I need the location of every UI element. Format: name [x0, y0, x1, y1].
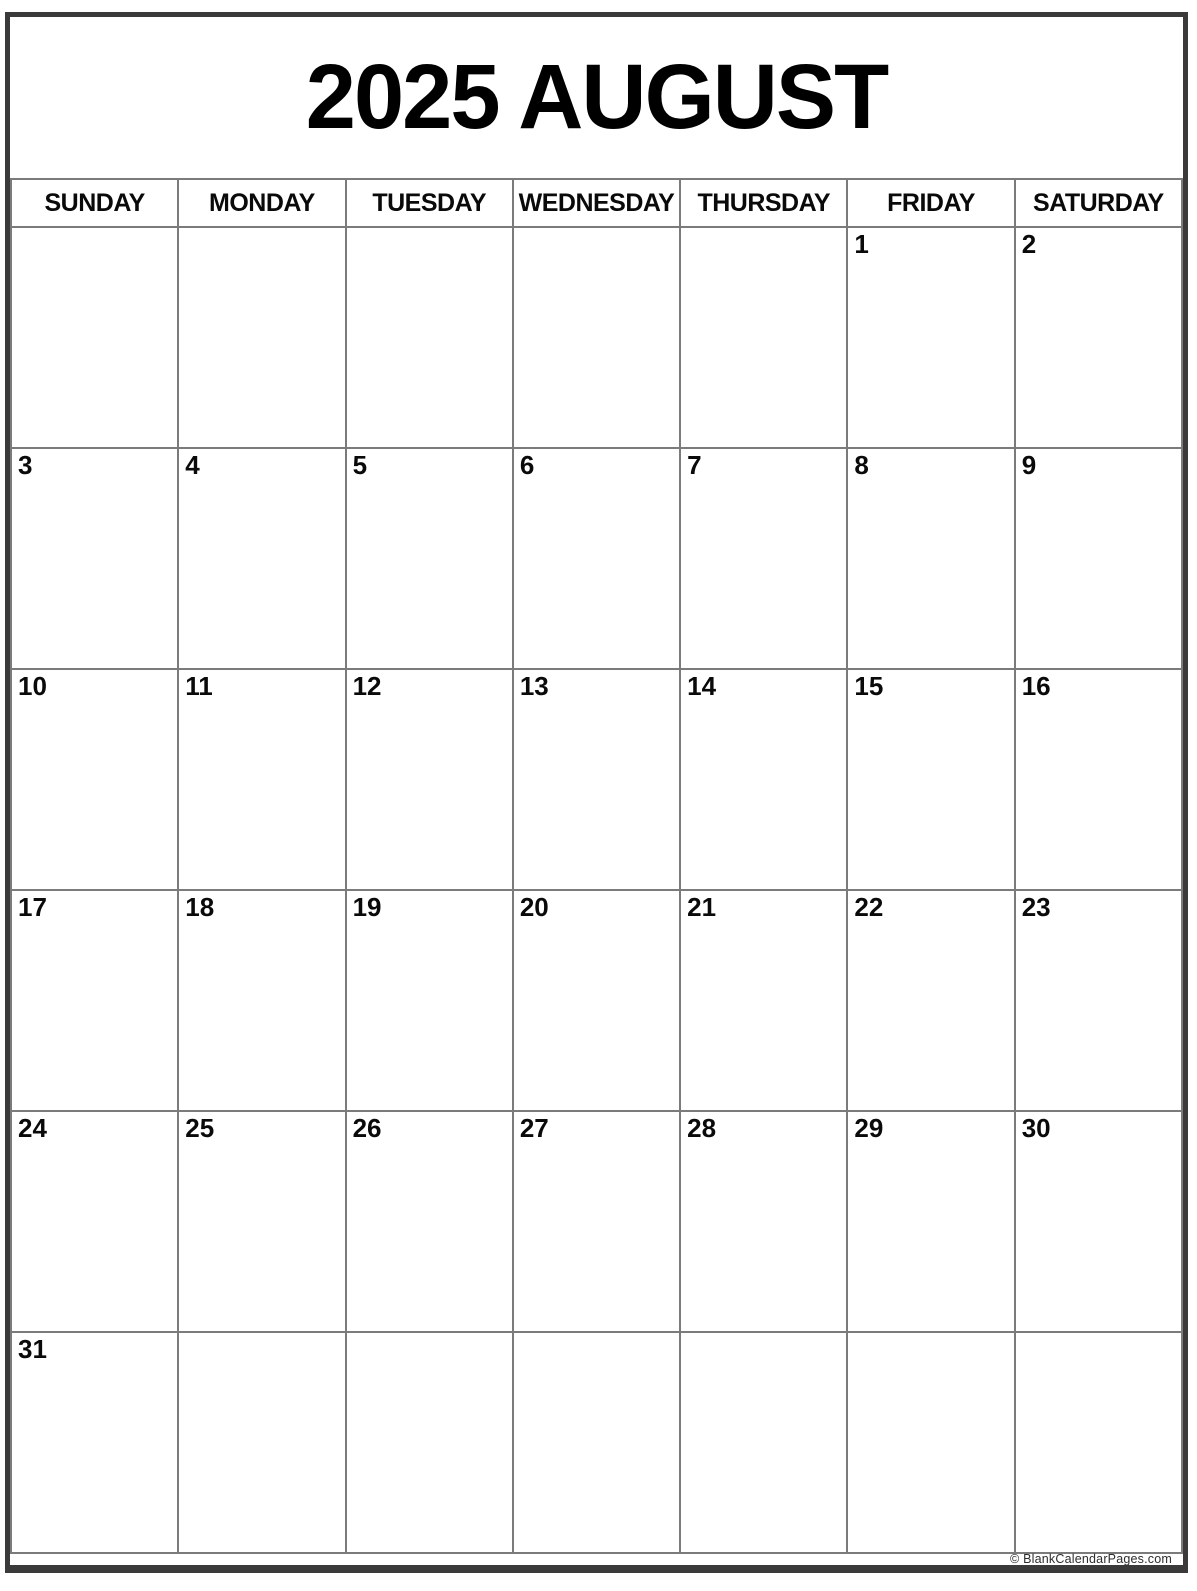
day-cell [11, 1111, 178, 1332]
weekday-header-row [11, 179, 1182, 227]
day-number: 7 [687, 450, 702, 480]
calendar-grid [10, 178, 1183, 1554]
day-number: 31 [18, 1334, 47, 1364]
day-number: 23 [1021, 892, 1051, 922]
day-cell [513, 448, 680, 669]
day-number: 27 [519, 1113, 549, 1143]
weekday-header-saturday: SATURDAY [1015, 179, 1182, 227]
day-cell [346, 1332, 513, 1553]
day-number [681, 239, 687, 241]
day-cell [847, 890, 1014, 1111]
week-row-5 [11, 1111, 1182, 1332]
day-number: 17 [18, 892, 47, 922]
day-number [179, 239, 185, 241]
day-number [347, 1344, 353, 1346]
calendar-frame [5, 12, 1188, 1573]
day-cell [847, 1332, 1014, 1553]
day-cell [11, 227, 178, 448]
day-number: 2 [1021, 229, 1037, 259]
day-cell [680, 448, 847, 669]
day-number [12, 239, 18, 241]
day-cell [1015, 1111, 1182, 1332]
weekday-header-wednesday: WEDNESDAY [513, 179, 680, 227]
day-cell [680, 1111, 847, 1332]
day-cell [11, 669, 178, 890]
day-cell [1015, 890, 1182, 1111]
day-cell [513, 227, 680, 448]
day-number: 29 [854, 1113, 884, 1143]
day-number: 5 [352, 450, 368, 480]
day-number [514, 239, 520, 241]
watermark-credit: © BlankCalendarPages.com [1010, 1552, 1173, 1566]
day-number: 11 [185, 671, 213, 701]
weekday-header-monday: MONDAY [178, 179, 345, 227]
day-number: 1 [854, 229, 869, 259]
day-number [514, 1344, 520, 1346]
weekday-header-tuesday: TUESDAY [346, 179, 513, 227]
day-number: 19 [352, 892, 382, 922]
week-row-4 [11, 890, 1182, 1111]
day-number: 4 [185, 450, 200, 480]
day-number: 24 [18, 1113, 47, 1143]
day-cell [1015, 1332, 1182, 1553]
day-number: 6 [519, 450, 535, 480]
day-cell [1015, 669, 1182, 890]
week-row-3 [11, 669, 1182, 890]
day-number: 13 [519, 671, 549, 701]
day-cell [11, 448, 178, 669]
day-cell [178, 227, 345, 448]
weekday-header-thursday: THURSDAY [680, 179, 847, 227]
day-number [848, 1344, 854, 1346]
day-number: 26 [352, 1113, 382, 1143]
day-cell [178, 448, 345, 669]
day-cell [680, 890, 847, 1111]
day-cell [1015, 227, 1182, 448]
week-row-2 [11, 448, 1182, 669]
day-cell [513, 1111, 680, 1332]
day-number: 8 [854, 450, 869, 480]
day-cell [178, 669, 345, 890]
day-cell [346, 227, 513, 448]
day-cell [346, 448, 513, 669]
day-cell [680, 227, 847, 448]
week-row-1 [11, 227, 1182, 448]
day-number [179, 1344, 185, 1346]
day-cell [847, 669, 1014, 890]
day-number: 14 [687, 671, 717, 701]
day-number: 15 [854, 671, 884, 701]
day-cell [680, 669, 847, 890]
day-cell [178, 1111, 345, 1332]
day-cell [11, 1332, 178, 1553]
day-number [681, 1344, 687, 1346]
day-number: 16 [1021, 671, 1051, 701]
weekday-header-sunday: SUNDAY [11, 179, 178, 227]
day-number: 10 [18, 671, 47, 701]
day-number: 30 [1021, 1113, 1051, 1143]
day-cell [513, 669, 680, 890]
day-cell [680, 1332, 847, 1553]
day-number: 3 [18, 450, 33, 480]
day-number: 22 [854, 892, 884, 922]
day-cell [346, 669, 513, 890]
day-number [347, 239, 353, 241]
day-number: 20 [519, 892, 549, 922]
day-cell [346, 890, 513, 1111]
day-cell [1015, 448, 1182, 669]
day-number: 21 [687, 892, 717, 922]
day-number: 9 [1021, 450, 1037, 480]
day-cell [178, 890, 345, 1111]
day-number: 18 [185, 892, 215, 922]
calendar-title: 2025 AUGUST [305, 46, 888, 148]
day-number: 25 [185, 1113, 215, 1143]
weekday-header-friday: FRIDAY [847, 179, 1014, 227]
day-number: 28 [687, 1113, 717, 1143]
day-cell [178, 1332, 345, 1553]
day-cell [346, 1111, 513, 1332]
day-cell [847, 1111, 1014, 1332]
day-cell [513, 890, 680, 1111]
day-number [1016, 1344, 1022, 1346]
week-row-6 [11, 1332, 1182, 1553]
day-number: 12 [352, 671, 382, 701]
day-cell [847, 227, 1014, 448]
day-cell [11, 890, 178, 1111]
day-cell [847, 448, 1014, 669]
day-cell [513, 1332, 680, 1553]
